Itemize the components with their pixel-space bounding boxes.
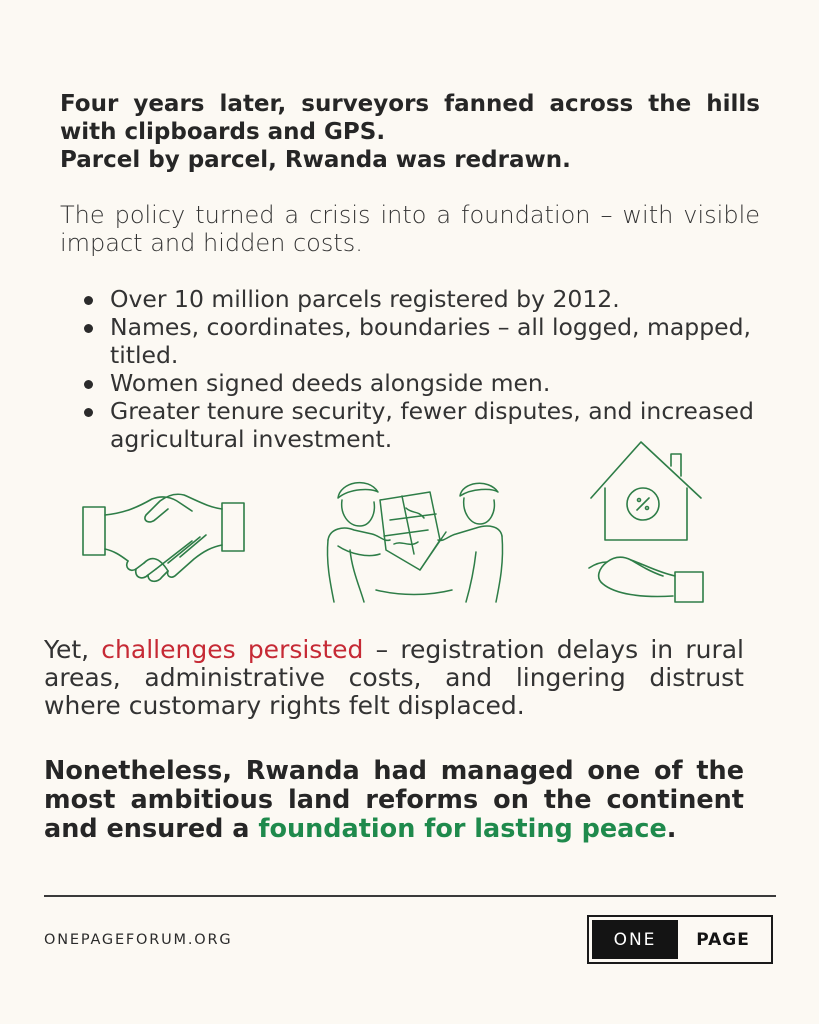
site-url[interactable]: ONEPAGEFORUM.ORG [44, 932, 233, 948]
house-in-hand-icon [585, 436, 710, 606]
challenges-prefix: Yet, [44, 635, 102, 664]
lead-paragraph: The policy turned a crisis into a foundation – with visible impact and hidden costs. [60, 201, 760, 257]
closing-paragraph [44, 757, 744, 844]
challenges-highlight: challenges persisted [101, 635, 364, 664]
closing-text: Nonetheless, Rwanda had managed one of the most ambitious land reforms on the continent and ensured a [44, 756, 744, 844]
closing-end: . [666, 814, 677, 844]
onepage-logo [587, 915, 773, 964]
footer-divider [44, 895, 776, 897]
intro-line-2: Parcel by parcel, Rwanda was redrawn. [60, 147, 571, 173]
list-item: Names, coordinates, boundaries – all logged, mapped, titled. [60, 313, 770, 369]
closing-highlight: foundation for lasting peace [258, 814, 667, 844]
intro-line-1: Four years later, surveyors fanned across the hills with clipboards and GPS. [60, 91, 760, 145]
intro-heading [60, 90, 760, 174]
logo-one: ONE [592, 920, 678, 959]
impact-list [60, 285, 770, 453]
list-item: Greater tenure security, fewer disputes, and increased agricultural investment. [60, 397, 770, 453]
list-item: Over 10 million parcels registered by 2012. [60, 285, 770, 313]
logo-page: PAGE [696, 929, 750, 950]
challenges-rest: – registration delays in rural areas, administrative costs, and lingering distrust where customary rights felt displaced. [44, 635, 744, 720]
handshake-icon [80, 485, 250, 585]
challenges-paragraph [44, 636, 744, 720]
list-item: Women signed deeds alongside men. [60, 369, 770, 397]
surveyors-with-map-icon [320, 470, 510, 605]
